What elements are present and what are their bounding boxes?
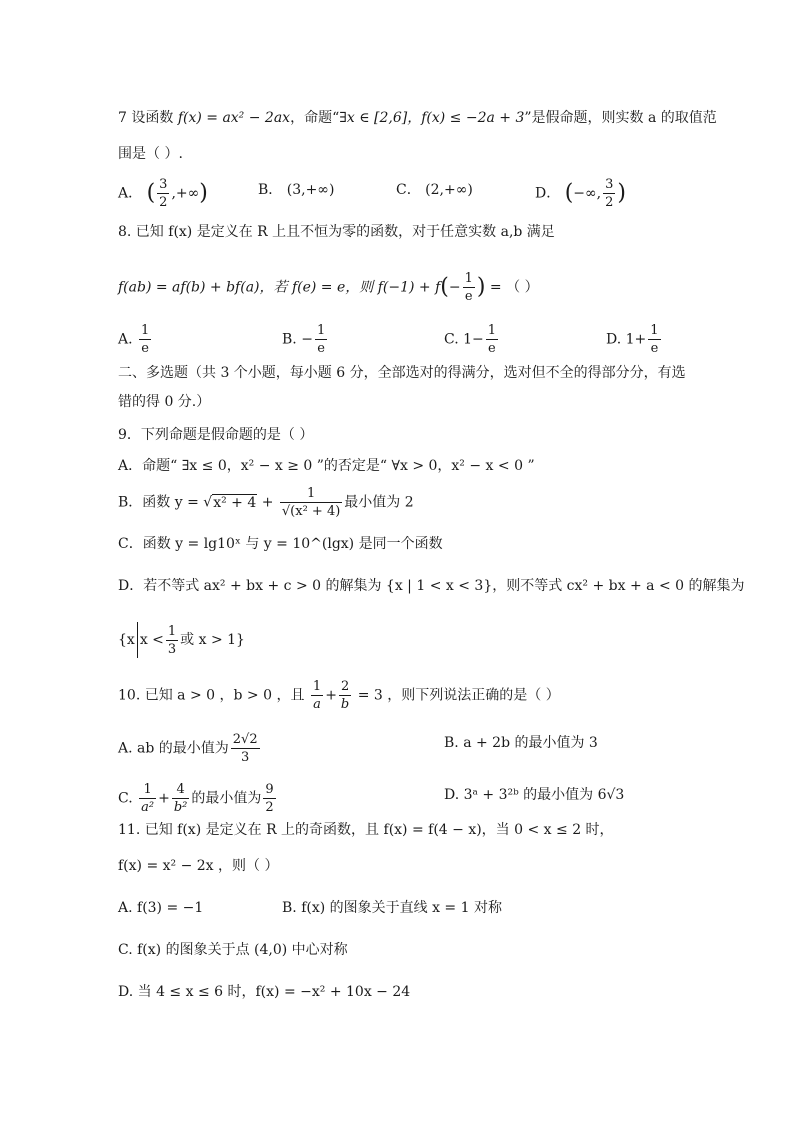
q7-option-a[interactable]: A． ( $\frac{3}{2}$ ,+∞) (118, 177, 208, 210)
q11-option-d[interactable]: D. 当 4 ≤ x ≤ 6 时，f(x) = −x² + 10x − 24 (118, 984, 411, 1000)
q7-function: f(x) = ax² − 2ax (177, 110, 291, 126)
q8-option-a[interactable]: A. $\frac{1}{e}$ (118, 323, 150, 356)
q9-stem: 9．下列命题是假命题的是（ ） (118, 427, 314, 443)
q9-option-b[interactable]: B．函数 y = √x² + 4 + $\frac{1}{\text{√(x² + 4)}}$ 最小值为 2 (118, 486, 414, 519)
q7-stem-line2: 围是（ ）. (118, 146, 183, 162)
q7-text-a: 7 设函数 (118, 110, 174, 126)
q11-option-a[interactable]: A. f(3) = −1 (118, 900, 204, 916)
q9-option-d[interactable]: D．若不等式 ax² + bx + c > 0 的解集为 {x | 1 < x < 3}，则不等式 cx² + bx + a < 0 的解集为 (118, 578, 745, 594)
q10-option-c[interactable]: C. $\frac{1}{\text{a²}}$ + $\frac{4}{\text{b²}}$ 的最小值为 $\frac{9}{2}$ (118, 782, 274, 815)
q8-option-b[interactable]: B. − $\frac{1}{e}$ (282, 323, 326, 356)
q11-option-b[interactable]: B. f(x) 的图象关于直线 x = 1 对称 (282, 900, 502, 916)
q7-text-b: ，命题“ (290, 110, 340, 126)
q9-option-c[interactable]: C．函数 y = lg10ˣ 与 y = 10^(lgx) 是同一个函数 (118, 536, 443, 552)
q11-stem-line2: f(x) = x² − 2x ，则（ ） (118, 858, 279, 874)
q7-stem-line1 (118, 108, 717, 128)
q7-option-d[interactable]: D． (−∞, $\frac{3}{2}$ ) (535, 177, 626, 210)
q8-stem-line1: 8. 已知 f(x) 是定义在 R 上且不恒为零的函数，对于任意实数 a,b 满足 (118, 224, 555, 240)
q8-fraction: $\frac{1}{e}$ (464, 271, 473, 304)
q10-option-a[interactable]: A. ab 的最小值为 $\frac{2√2}{3}$ (118, 732, 258, 765)
q10-stem: 10. 已知 a > 0 ，b > 0 ，且 $\frac{1}{a}$ + $\frac{2}{b}$ = 3 ，则下列说法正确的是（ ） (118, 679, 560, 712)
q7-d-fraction: $\frac{3}{2}$ (605, 177, 614, 210)
q11-option-c[interactable]: C. f(x) 的图象关于点 (4,0) 中心对称 (118, 942, 348, 958)
q9-option-a[interactable]: A．命题“ ∃x ≤ 0，x² − x ≥ 0 ”的否定是“ ∀x > 0，x² − x < 0 ” (118, 458, 535, 474)
q8-option-d[interactable]: D. 1+ $\frac{1}{e}$ (606, 323, 659, 356)
q9-option-d-set: {x x < $\frac{1}{3}$ 或 x > 1} (118, 623, 245, 657)
q8-stem-line2: f(ab) = af(b) + bf(a)，若 f(e) = e，则 f(−1) + f(− $\frac{1}{e}$ ) = （ ） (118, 271, 539, 304)
q7-option-b[interactable]: B． (3,+∞) (258, 182, 335, 198)
q8-option-c[interactable]: C. 1− $\frac{1}{e}$ (444, 323, 497, 356)
q7-a-fraction: $\frac{3}{2}$ (159, 177, 168, 210)
section2-heading-line1: 二、多选题（共 3 个小题，每小题 6 分，全部选对的得满分，选对但不全的得部分分，有选 (118, 365, 686, 381)
section2-heading-line2: 错的得 0 分.） (118, 394, 211, 410)
q11-stem-line1: 11. 已知 f(x) 是定义在 R 上的奇函数，且 f(x) = f(4 − x)，当 0 < x ≤ 2 时， (118, 822, 614, 838)
q7-option-c[interactable]: C． (2,+∞) (396, 182, 473, 198)
q10-option-d[interactable]: D. 3ᵃ + 3²ᵇ 的最小值为 6√3 (444, 787, 625, 803)
q7-text-c: ”是假命题，则实数 a 的取值范 (524, 110, 717, 126)
q7-proposition: ∃x ∈ [2,6]，f(x) ≤ −2a + 3 (339, 110, 525, 126)
q10-option-b[interactable]: B. a + 2b 的最小值为 3 (444, 735, 598, 751)
